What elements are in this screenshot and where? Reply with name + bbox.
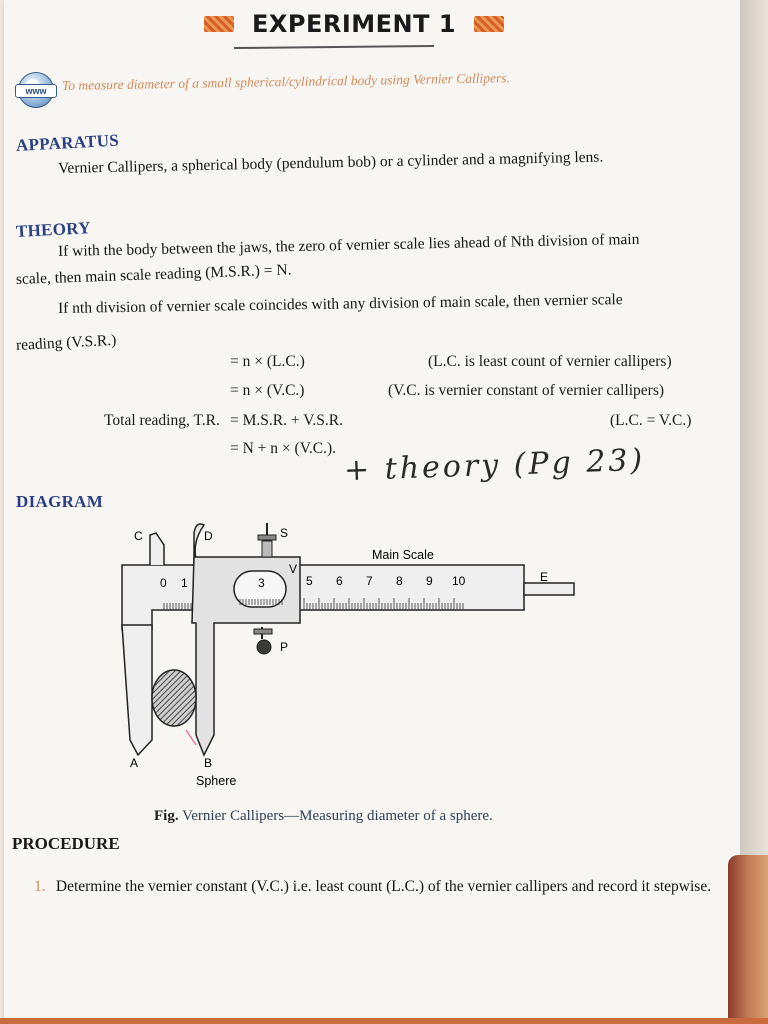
theory-p1-line1: If with the body between the jaws, the zero of vernier scale lies ahead of Nth division of main bbox=[57, 230, 640, 260]
label-sphere: Sphere bbox=[196, 774, 237, 788]
scale-number-0: 0 bbox=[160, 576, 167, 590]
bottom-edge-band bbox=[0, 1018, 768, 1024]
textbook-page bbox=[4, 0, 740, 1024]
theory-heading: THEORY bbox=[15, 218, 92, 241]
fixed-lower-jaw bbox=[122, 625, 152, 755]
label-d: D bbox=[204, 529, 213, 543]
scale-number-7: 7 bbox=[366, 574, 373, 588]
apparatus-text: Vernier Callipers, a spherical body (pendulum bob) or a cylinder and a magnifying lens. bbox=[57, 148, 604, 177]
scale-number-10: 10 bbox=[452, 574, 466, 588]
title-underline bbox=[234, 45, 434, 49]
theory-p2-line2: reading (V.S.R.) bbox=[15, 331, 117, 354]
figure-caption bbox=[154, 808, 493, 825]
label-c: C bbox=[134, 529, 143, 543]
label-s: S bbox=[280, 526, 289, 540]
label-a: A bbox=[130, 756, 139, 770]
equation-total-reading: = M.S.R. + V.S.R. bbox=[230, 412, 343, 429]
label-v: V bbox=[289, 562, 298, 576]
label-main-scale: Main Scale bbox=[372, 548, 434, 562]
equation-vsr-lc: = n × (L.C.) bbox=[230, 353, 305, 370]
title-ornament-right bbox=[474, 16, 504, 32]
page-title: EXPERIMENT 1 bbox=[251, 10, 457, 38]
equation-vsr-lc-note: (L.C. is least count of vernier callipers) bbox=[428, 353, 672, 370]
www-badge-label: www bbox=[15, 84, 57, 98]
label-b: B bbox=[204, 756, 213, 770]
procedure-step-number: 1. bbox=[34, 878, 46, 895]
scale-number-9: 9 bbox=[426, 574, 433, 588]
sphere-pointer bbox=[186, 730, 196, 745]
apparatus-heading: APPARATUS bbox=[15, 130, 120, 155]
theory-p1-line2: scale, then main scale reading (M.S.R.) = N. bbox=[15, 261, 292, 288]
figure-caption-text: Vernier Callipers—Measuring diameter of a sphere. bbox=[182, 808, 493, 824]
label-e: E bbox=[540, 570, 549, 584]
procedure-step bbox=[34, 878, 724, 896]
label-p: P bbox=[280, 640, 289, 654]
figure-caption-prefix: Fig. bbox=[154, 808, 179, 824]
www-globe-icon bbox=[18, 72, 54, 108]
scale-number-8: 8 bbox=[396, 574, 403, 588]
total-reading-label: Total reading, T.R. bbox=[104, 412, 220, 429]
screw-s bbox=[262, 541, 272, 557]
fixed-upper-jaw-c bbox=[150, 533, 164, 565]
knob-p bbox=[257, 640, 271, 654]
theory-p2-line1: If nth division of vernier scale coincides with any division of main scale, then vernier scale bbox=[57, 291, 623, 317]
equation-lc-equals-vc: (L.C. = V.C.) bbox=[610, 412, 692, 429]
vernier-number-3: 3 bbox=[258, 576, 265, 590]
aim-text: To measure diameter of a small spherical/cylindrical body using Vernier Callipers. bbox=[61, 70, 510, 93]
book-cover-tab bbox=[728, 855, 768, 1024]
procedure-step-text: Determine the vernier constant (V.C.) i.e. least count (L.C.) of the vernier callipers and record it stepwise. bbox=[55, 878, 712, 895]
equation-vsr-vc-note: (V.C. is vernier constant of vernier callipers) bbox=[388, 382, 665, 399]
equation-total-reading-expanded: = N + n × (V.C.). bbox=[230, 440, 337, 457]
depth-rod bbox=[524, 583, 574, 595]
title-row bbox=[4, 10, 704, 38]
equation-vsr-vc: = n × (V.C.) bbox=[230, 382, 305, 399]
diagram-heading: DIAGRAM bbox=[16, 492, 104, 511]
handwritten-note: + theory (Pg 23) bbox=[343, 442, 646, 489]
vernier-callipers-diagram bbox=[104, 515, 584, 800]
procedure-heading: PROCEDURE bbox=[12, 834, 120, 853]
scale-number-5: 5 bbox=[306, 574, 313, 588]
scale-number-1: 1 bbox=[181, 576, 188, 590]
vernier-ticks bbox=[240, 599, 282, 605]
sphere bbox=[152, 670, 196, 726]
title-ornament-left bbox=[204, 16, 234, 32]
scale-number-6: 6 bbox=[336, 574, 343, 588]
